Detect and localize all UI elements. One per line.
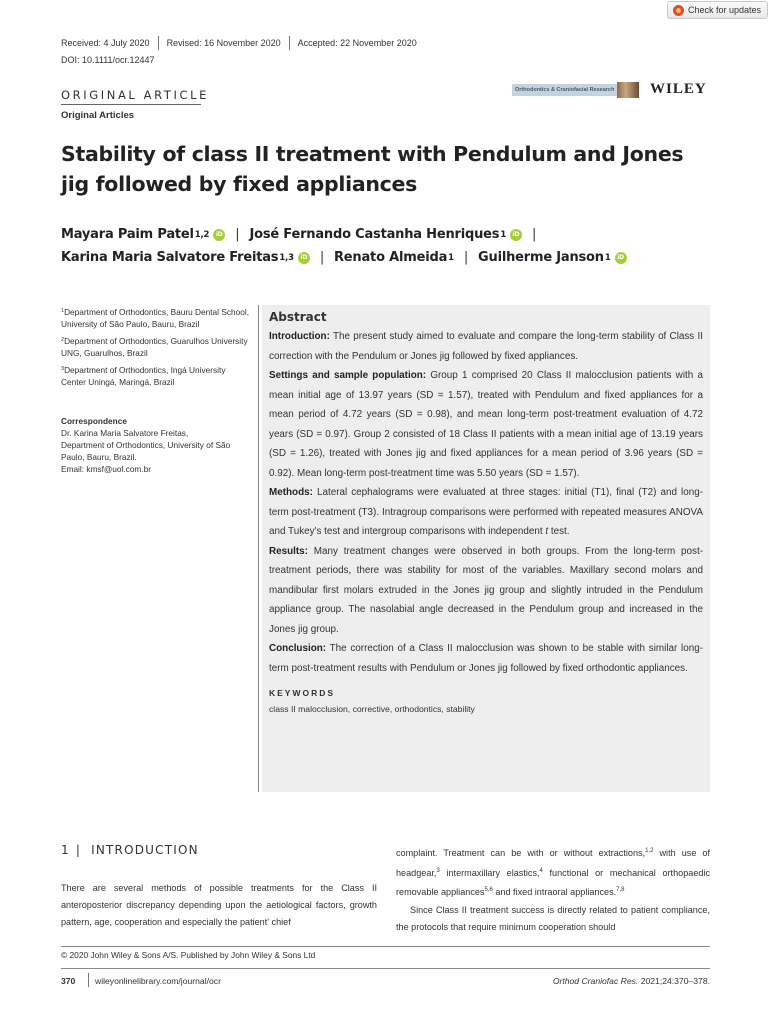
abstract-text: Many treatment changes were observed in both groups. From the long-term post-treatment periods, there was stability for most of the variables. Maxillary second molars and mandibular first molars extruded in the Jones jig group and slightly intruded in the Pendulum appliance group. The nasolabial angle decreased in the Pendulum group and increased in the Jones jig group.	[269, 545, 703, 635]
section-title: INTRODUCTION	[91, 843, 199, 857]
author-separator: |	[319, 250, 324, 265]
journal-logo[interactable]	[512, 82, 640, 98]
author-name[interactable]: José Fernando Castanha Henriques	[249, 227, 500, 242]
article-dates	[61, 36, 417, 50]
author-affiliation-sup: 1	[500, 229, 507, 240]
affiliation-text: Department of Orthodontics, Ingá University Center Uningá, Maringá, Brazil	[61, 365, 226, 387]
abstract-label: Results:	[269, 545, 308, 557]
introduction-heading	[61, 843, 199, 857]
citation-ref[interactable]: 1,2	[645, 848, 654, 854]
abstract-text: test.	[548, 526, 570, 537]
footer-divider	[61, 946, 710, 947]
abstract-results	[269, 542, 703, 640]
author-name[interactable]: Karina Maria Salvatore Freitas	[61, 250, 279, 265]
date-divider	[158, 36, 159, 50]
received-date: Received: 4 July 2020	[61, 38, 150, 48]
citation-ref[interactable]: 3	[436, 867, 440, 874]
section-number: 1	[61, 843, 70, 857]
doi-link[interactable]: DOI: 10.1111/ocr.12447	[61, 55, 155, 65]
affiliations	[61, 305, 251, 392]
abstract-heading: Abstract	[269, 310, 327, 324]
author-affiliation-sup: 1,2	[194, 229, 210, 240]
journal-logo-text: Orthodontics & Craniofacial Research	[512, 84, 617, 96]
affiliation-text: Department of Orthodontics, Bauru Dental School, University of São Paulo, Bauru, Brazil	[61, 307, 249, 329]
correspondence-email[interactable]: Email: kmsf@uol.com.br	[61, 464, 152, 474]
citation-ref[interactable]: 4	[539, 867, 543, 874]
introduction-paragraph	[396, 843, 710, 902]
abstract-text: The correction of a Class II malocclusion was shown to be stable with similar long-term post-treatment results with Pendulum or Jones jig followed by fixed orthodontic appliances.	[269, 643, 703, 674]
affiliation-num: 2	[61, 337, 65, 343]
affiliation-text: Department of Orthodontics, Guarulhos University UNG, Guarulhos, Brazil	[61, 336, 248, 358]
keywords-heading: KEYWORDS	[269, 688, 336, 698]
abstract-box	[262, 305, 710, 792]
abstract-divider	[258, 305, 259, 792]
correspondence-name: Dr. Karina Maria Salvatore Freitas,	[61, 428, 189, 438]
affiliation-item	[61, 305, 251, 330]
abstract-text: Lateral cephalograms were evaluated at three stages: initial (T1), final (T2) and long-term post-treatment (T3). Intragroup comparisons were performed with repeated measures ANOVA and Tukey's test and intergroup comparisons with independent	[269, 487, 703, 537]
abstract-label: Introduction:	[269, 331, 330, 342]
orcid-icon[interactable]: iD	[213, 229, 225, 241]
abstract-methods	[269, 483, 703, 542]
check-for-updates-label: Check for updates	[688, 5, 762, 15]
affiliation-num: 1	[61, 308, 65, 314]
keywords-list: class II malocclusion, corrective, orthodontics, stability	[269, 704, 475, 714]
affiliation-num: 3	[61, 366, 65, 372]
section-label: Original Articles	[61, 110, 135, 121]
affiliation-item	[61, 363, 251, 388]
abstract-settings	[269, 366, 703, 483]
orcid-icon[interactable]: iD	[510, 229, 522, 241]
introduction-column-right	[396, 843, 710, 937]
correspondence-heading: Correspondence	[61, 416, 127, 426]
journal-url-link[interactable]: wileyonlinelibrary.com/journal/ocr	[95, 976, 221, 986]
crossmark-icon	[673, 5, 684, 16]
authors-line-2	[61, 250, 627, 265]
author-affiliation-sup: 1	[448, 252, 454, 263]
footer-divider	[61, 968, 710, 969]
article-type: ORIGINAL ARTICLE	[61, 88, 210, 102]
author-separator: |	[532, 227, 537, 242]
body-text: with use of headgear,	[396, 848, 711, 878]
date-divider	[289, 36, 290, 50]
introduction-paragraph-left: There are several methods of possible treatments for the Class II anteroposterior discrepancy depending upon the aetiological factors, growth pattern, age, cooperation and especially the patient' chief	[61, 883, 377, 927]
page-number: 370	[61, 976, 76, 986]
citation-ref[interactable]: 7,8	[616, 887, 625, 893]
affiliation-item	[61, 334, 251, 359]
orcid-icon[interactable]: iD	[298, 252, 310, 264]
author-name[interactable]: Mayara Paim Patel	[61, 227, 194, 242]
abstract-text: Group 1 comprised 20 Class II malocclusion patients with a mean initial age of 13.97 years (SD = 1.57), treated with Pendulum and fixed appliances for a mean period of 4.72 years (SD = 0.98), and mean long-term post-treatment evaluation of 4.72 years (SD = 0.97). Group 2 consisted of 18 Class II patients with a mean initial age of 13.19 years (SD = 1.26), treated with Jones jig and fixed appliances for a mean period of 3.96 years (SD = 0.92). Mean long-term post-treatment time was 5.50 years (SD = 1.57).	[269, 370, 703, 479]
publisher-logo[interactable]: WILEY	[650, 81, 707, 97]
article-type-underline	[61, 104, 201, 105]
author-affiliation-sup: 1,3	[279, 252, 294, 263]
copyright-notice: © 2020 John Wiley & Sons A/S. Published by John Wiley & Sons Ltd	[61, 950, 316, 960]
abstract-conclusion	[269, 639, 703, 678]
abstract-text: The present study aimed to evaluate and compare the long-term stability of Class II correction with the Pendulum or Jones jig followed by fixed appliances.	[269, 331, 703, 362]
body-text: intermaxillary elastics,	[439, 867, 540, 878]
orcid-icon[interactable]: iD	[615, 252, 627, 264]
body-text: complaint. Treatment can be with or without extractions,	[396, 848, 646, 858]
check-for-updates-button[interactable]	[667, 1, 768, 19]
correspondence-address: Department of Orthodontics, University of São Paulo, Bauru, Brazil.	[61, 440, 231, 462]
abstract-italic-t: t	[545, 526, 549, 537]
body-text: functional or mechanical orthopaedic removable appliances	[396, 867, 710, 897]
author-name[interactable]: Guilherme Janson	[478, 250, 604, 265]
abstract-introduction	[269, 327, 703, 366]
correspondence	[61, 415, 251, 475]
author-affiliation-sup: 1	[604, 252, 611, 263]
abstract-label: Methods:	[269, 487, 313, 498]
revised-date: Revised: 16 November 2020	[166, 38, 281, 48]
citation-ref[interactable]: 5,6	[484, 887, 493, 893]
citation-volume: 2021;24:370–378.	[638, 976, 710, 986]
authors-line-1	[61, 227, 546, 242]
article-title: Stability of class II treatment with Pendulum and Jones jig followed by fixed appliances	[61, 142, 684, 196]
footer-separator	[88, 973, 89, 987]
body-text: and fixed intraoral appliances.	[492, 887, 617, 897]
author-separator: |	[463, 250, 469, 265]
journal-abbrev: Orthod Craniofac Res.	[552, 976, 639, 986]
journal-citation	[480, 976, 710, 986]
introduction-paragraph: Since Class II treatment success is directly related to patient compliance, the protocols that require minimum cooperation should	[396, 904, 710, 932]
author-name[interactable]: Renato Almeida	[334, 250, 448, 265]
journal-logo-image	[617, 82, 639, 98]
author-separator: |	[235, 227, 240, 242]
section-separator: |	[75, 843, 82, 857]
abstract-label: Conclusion:	[269, 643, 327, 654]
accepted-date: Accepted: 22 November 2020	[297, 38, 417, 48]
abstract-label: Settings and sample population:	[269, 370, 427, 381]
